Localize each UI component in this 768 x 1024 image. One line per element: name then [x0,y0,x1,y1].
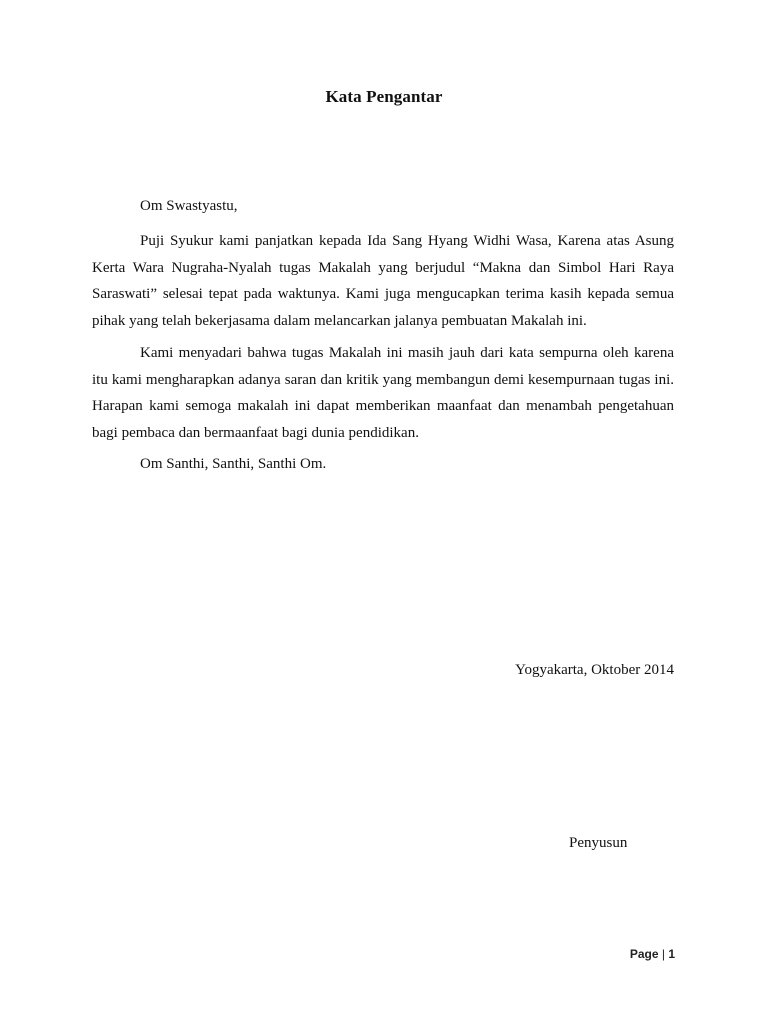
paragraph-1: Puji Syukur kami panjatkan kepada Ida Sang Hyang Widhi Wasa, Karena atas Asung Kerta Wara Nugraha-Nyalah tugas Makalah yang berjudul “Makna dan Simbol Hari Raya Saraswati” selesai tepat pada waktunya. Kami juga mengucapkan terima kasih kepada semua pihak yang telah bekerjasama dalam melancarkan jalanya pembuatan Makalah ini. [92,233,674,329]
closing-text: Om Santhi, Santhi, Santhi Om. [140,456,327,472]
place-date: Yogyakarta, Oktober 2014 [515,662,674,678]
page-number: 1 [668,947,675,961]
page-label: Page [629,947,659,961]
page-number-footer [630,947,675,961]
author-signature: Penyusun [569,835,628,851]
paragraph-2: Kami menyadari bahwa tugas Makalah ini masih jauh dari kata sempurna oleh karena itu kami mengharapkan adanya saran dan kritik yang membangun demi kesempurnaan tugas ini. Harapan kami semoga makalah ini dapat memberikan maanfaat dan menambah pengetahuan bagi pembaca dan bermaanfaat bagi dunia pendidikan. [92,345,674,441]
page-separator: | [661,947,665,961]
greeting-text: Om Swastyastu, [140,198,238,214]
page-title: Kata Pengantar [325,87,443,106]
